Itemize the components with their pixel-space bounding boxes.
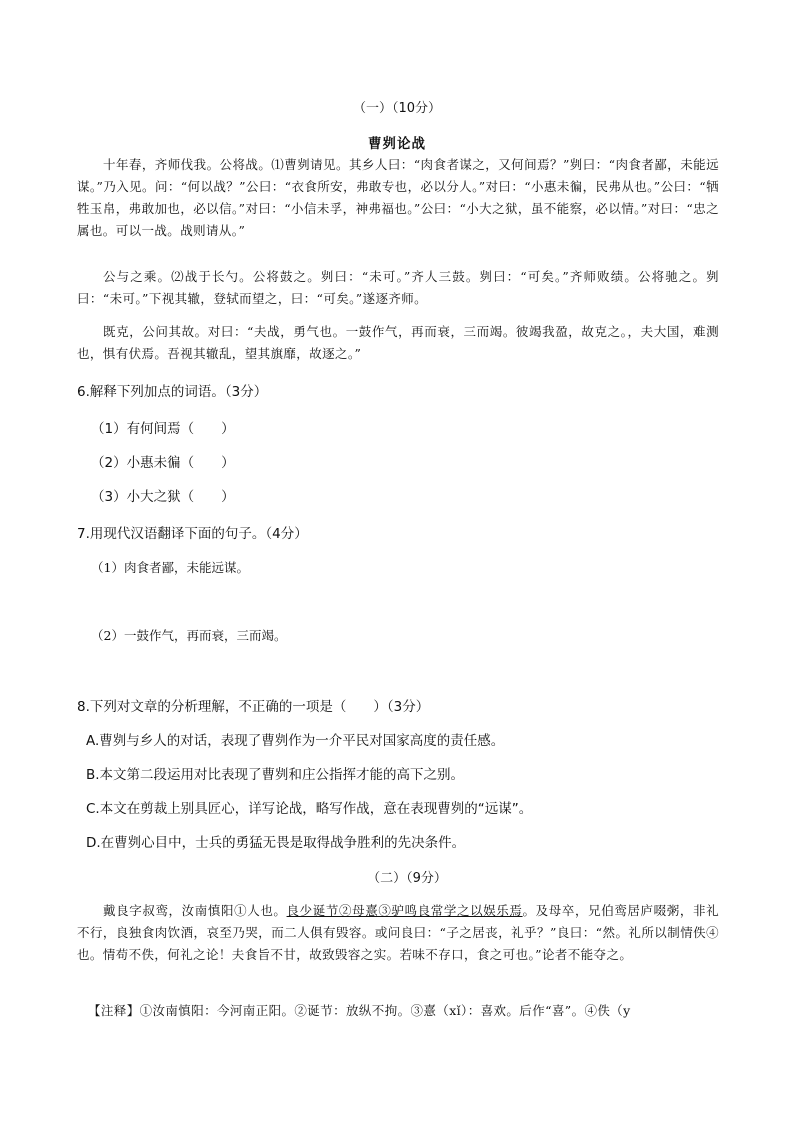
passage-paragraph-3: 既克，公问其故。对曰：“夫战，勇气也。一鼓作气，再而衰，三而竭。彼竭我盈，故克之。，夫大国，难测也，惧有伏焉。吾视其辙乱，望其旗靡，故逐之。” — [77, 324, 719, 361]
section2-heading: （二）（9分） — [367, 871, 447, 886]
question-7-item: （2）一鼓作气，再而衰，三而竭。 — [91, 628, 287, 643]
question-6-item: （3）小大之狱（ ） — [91, 489, 235, 505]
question-6-item: （2）小惠未徧（ ） — [91, 455, 235, 471]
underlined-sentence: 良少诞节②母憙③驴鸣良常学之以娱乐焉 — [286, 903, 523, 918]
question-6-item: （1）有何间焉（ ） — [91, 421, 235, 437]
passage-title: 曹刿论战 — [368, 136, 426, 152]
question-8-title: 8.下列对文章的分析理解，不正确的一项是（ ）（3分） — [77, 699, 430, 715]
question-8-option-c: C.本文在剪裁上别具匠心，详写论战，略写作战，意在表现曹刿的“远谋”。 — [86, 801, 533, 817]
passage-paragraph-2: 公与之乘。⑵战于长勺。公将鼓之。刿曰：“未可。”齐人三鼓。刿曰：“可矣。”齐师败绩。公将驰之。刿曰：“未可。”下视其辙，登轼而望之，曰：“可矣。”遂逐齐师。 — [77, 269, 719, 306]
passage2-paragraph — [77, 900, 719, 966]
question-7-title: 7.用现代汉语翻译下面的句子。（4分） — [77, 526, 308, 542]
passage2-text: 戴良字叔鸾，汝南慎阳①人也。 — [103, 903, 287, 918]
question-8-option-a: A.曹刿与乡人的对话，表现了曹刿作为一介平民对国家高度的责任感。 — [86, 733, 505, 749]
question-8-option-b: B.本文第二段运用对比表现了曹刿和庄公指挥才能的高下之别。 — [86, 767, 465, 783]
passage2-text-rest: 。及母卒，兄伯鸾居庐啜粥，非礼不行，良独食肉饮酒，哀至乃哭，而二人俱有毁容。或问良曰：“子之居丧，礼乎？”良曰：“然。礼所以制情佚④也。情苟不佚，何礼之论！夫食旨不甘，故致毁容之实。若味不存口，食之可也。”论者不能夺之。 — [77, 903, 719, 962]
question-8-option-d: D.在曹刿心目中，士兵的勇猛无畏是取得战争胜利的先决条件。 — [86, 835, 466, 851]
question-7-item: （1）肉食者鄙，未能远谋。 — [91, 560, 249, 575]
question-6-title: 6.解释下列加点的词语。（3分） — [77, 384, 268, 400]
annotation-note: 【注释】①汝南慎阳：今河南正阳。②诞节：放纵不拘。③憙（xǐ）：喜欢。后作“喜”。④佚（y — [88, 1003, 631, 1018]
passage-paragraph-1: 十年春，齐师伐我。公将战。⑴曹刿请见。其乡人曰：“肉食者谋之，又何间焉？”刿曰：“肉食者鄙，未能远谋。”乃入见。问：“何以战？”公曰：“衣食所安，弗敢专也，必以分人。”对曰：“小惠未徧，民弗从也。”公曰：“牺牲玉帛，弗敢加也，必以信。”对曰：“小信未孚，神弗福也。”公曰：“小大之狱，虽不能察，必以情。”对曰：“忠之属也。可以一战。战则请从。” — [77, 157, 719, 238]
section1-heading: （一）（10分） — [352, 101, 442, 116]
